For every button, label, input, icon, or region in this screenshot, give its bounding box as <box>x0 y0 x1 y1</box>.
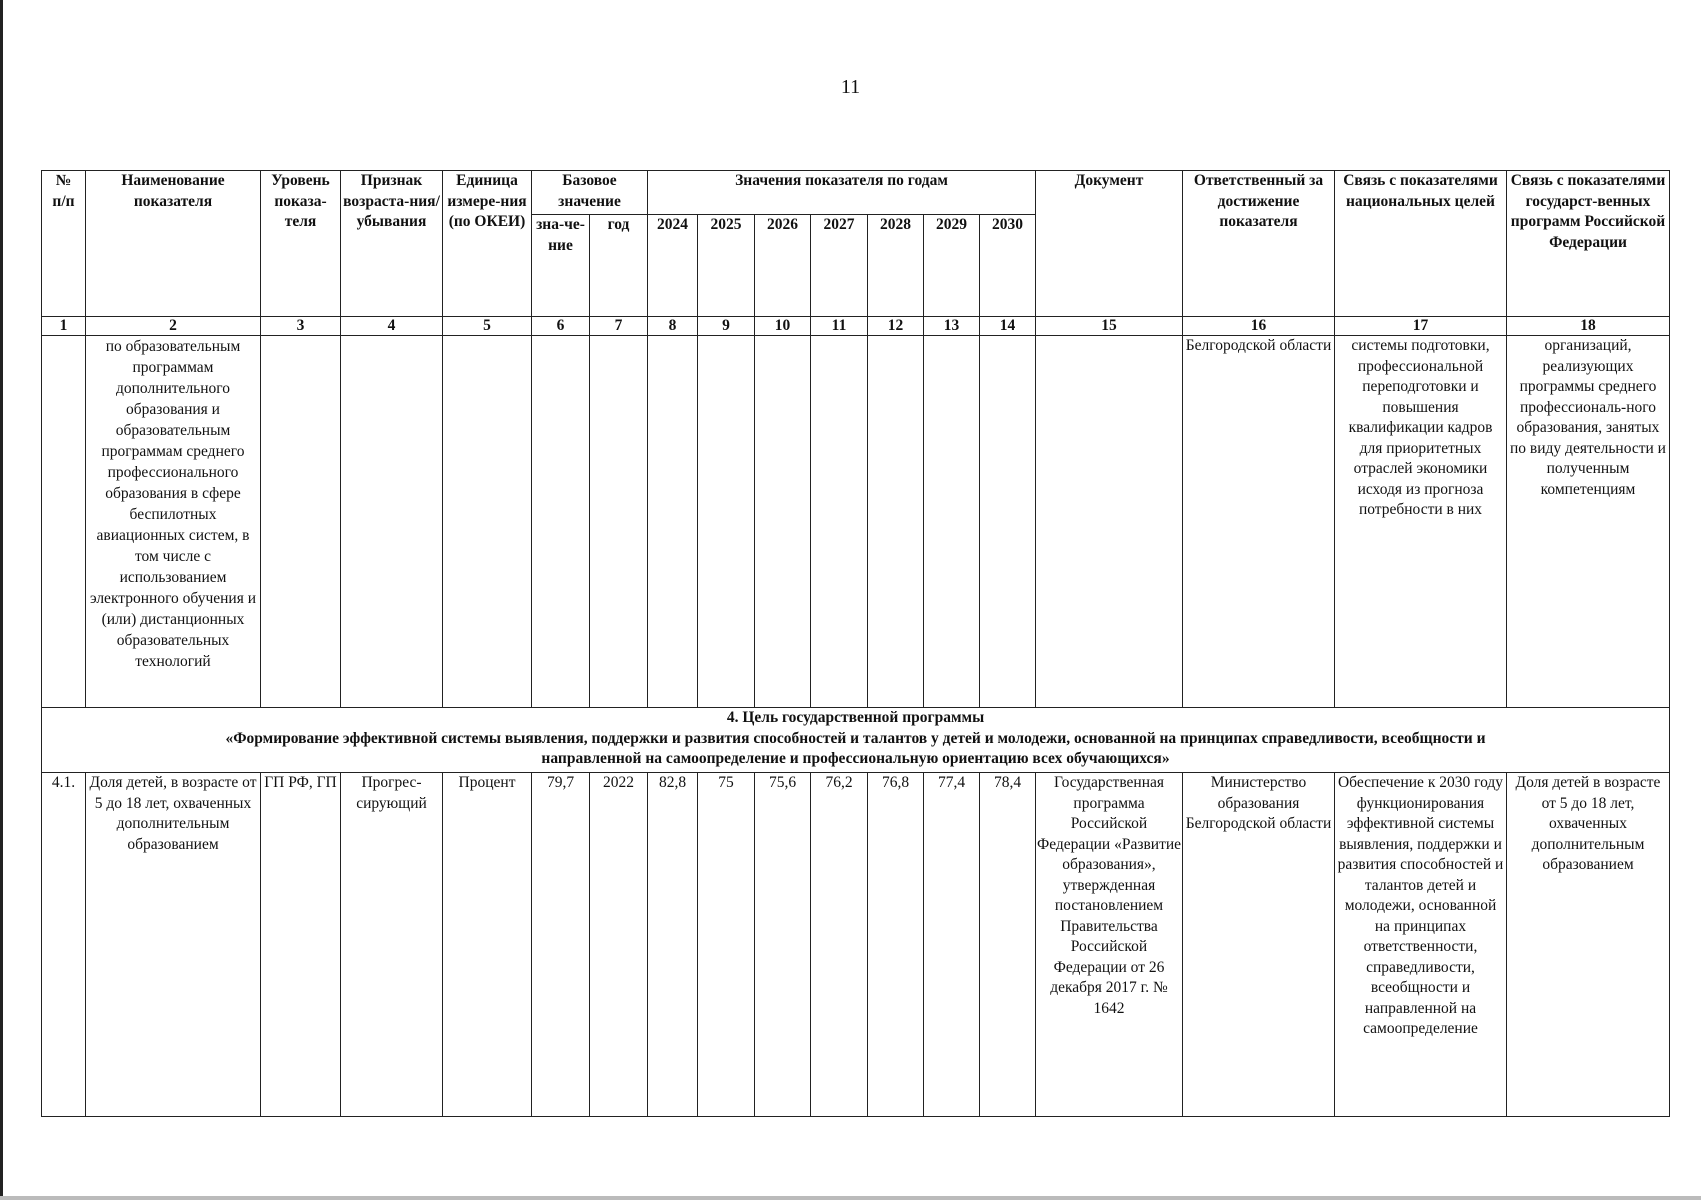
cell-value-2027: 76,2 <box>811 773 868 1117</box>
column-number: 13 <box>924 317 980 336</box>
cell-value-2029: 77,4 <box>924 773 980 1117</box>
column-number: 7 <box>590 317 648 336</box>
header-year: 2024 <box>648 215 698 317</box>
column-number: 4 <box>341 317 443 336</box>
cell-link-national: системы подготовки, профессиональной переподготовки и повышения квалификации кадров для приоритетных отраслей экономики исходя из прогноза потребности в них <box>1335 336 1507 708</box>
cell-base-year: 2022 <box>590 773 648 1117</box>
cell-value-2024: 82,8 <box>648 773 698 1117</box>
cell-empty <box>261 336 341 708</box>
cell-empty <box>868 336 924 708</box>
column-number: 1 <box>42 317 86 336</box>
column-number: 18 <box>1507 317 1670 336</box>
cell-sign: Прогрес-сирующий <box>341 773 443 1117</box>
header-values-by-year: Значения показателя по годам <box>648 171 1036 215</box>
column-number: 5 <box>443 317 532 336</box>
header-year: 2027 <box>811 215 868 317</box>
cell-empty <box>924 336 980 708</box>
header-base: Базовое значение <box>532 171 648 215</box>
column-number: 6 <box>532 317 590 336</box>
cell-empty <box>648 336 698 708</box>
cell-base-value: 79,7 <box>532 773 590 1117</box>
cell-value-2025: 75 <box>698 773 755 1117</box>
column-number: 3 <box>261 317 341 336</box>
cell-empty <box>341 336 443 708</box>
header-year: 2026 <box>755 215 811 317</box>
goal-cell <box>42 708 1670 773</box>
continuation-row <box>42 336 1670 708</box>
header-unit: Единица измере-ния (по ОКЕИ) <box>443 171 532 317</box>
cell-unit: Процент <box>443 773 532 1117</box>
column-numbers-row <box>42 317 1670 336</box>
cell-empty <box>811 336 868 708</box>
header-num: № п/п <box>42 171 86 317</box>
cell-empty <box>755 336 811 708</box>
cell-responsible: Белгородской области <box>1183 336 1335 708</box>
column-number: 2 <box>86 317 261 336</box>
cell-link-state: организаций, реализующих программы среднего профессиональ-ного образования, занятых по виду деятельности и полученным компетенциям <box>1507 336 1670 708</box>
column-number: 14 <box>980 317 1036 336</box>
goal-title: 4. Цель государственной программы <box>726 709 985 726</box>
column-number: 12 <box>868 317 924 336</box>
scan-bottom-edge <box>0 1196 1701 1200</box>
cell-empty <box>42 336 86 708</box>
cell-value-2028: 76,8 <box>868 773 924 1117</box>
cell-indicator-name: Доля детей, в возрасте от 5 до 18 лет, охваченных дополнительным образованием <box>86 773 261 1117</box>
header-sign: Признак возраста-ния/ убывания <box>341 171 443 317</box>
goal-row <box>42 708 1670 773</box>
cell-document: Государственная программа Российской Федерации «Развитие образования», утвержденная постановлением Правительства Российской Федерации от 26 декабря 2017 г. № 1642 <box>1036 773 1183 1117</box>
cell-value-2030: 78,4 <box>980 773 1036 1117</box>
header-name: Наименование показателя <box>86 171 261 317</box>
cell-level: ГП РФ, ГП <box>261 773 341 1117</box>
header-link-state: Связь с показателями государст-венных программ Российской Федерации <box>1507 171 1670 317</box>
cell-empty <box>532 336 590 708</box>
cell-empty <box>698 336 755 708</box>
column-number: 9 <box>698 317 755 336</box>
column-number: 8 <box>648 317 698 336</box>
cell-empty <box>590 336 648 708</box>
cell-empty <box>443 336 532 708</box>
header-responsible: Ответственный за достижение показателя <box>1183 171 1335 317</box>
cell-empty <box>1036 336 1183 708</box>
column-number: 16 <box>1183 317 1335 336</box>
indicators-table <box>41 170 1670 1117</box>
header-year: 2029 <box>924 215 980 317</box>
header-row <box>42 171 1670 215</box>
column-number: 17 <box>1335 317 1507 336</box>
header-year: 2025 <box>698 215 755 317</box>
cell-indicator-name: по образовательным программам дополнительного образования и образовательным программам среднего профессионального образования в сфере беспилотных авиационных систем, в том числе с использованием электронного обучения и (или) дистанционных образовательных технологий <box>86 336 261 708</box>
header-level: Уровень показа-теля <box>261 171 341 317</box>
goal-text: «Формирование эффективной системы выявления, поддержки и развития способностей и талантов у детей и молодежи, основанной на принципах справедливости, всеобщности и направленной на самоопределение и профессиональную ориентацию всех обучающихся» <box>225 729 1486 767</box>
scan-left-edge <box>0 0 3 1200</box>
cell-link-national: Обеспечение к 2030 году функционирования эффективной системы выявления, поддержки и развития способностей и талантов детей и молодежи, основанной на принципах ответственности, справедливости, всеобщности и направленной на самоопределение <box>1335 773 1507 1117</box>
cell-responsible: Министерство образования Белгородской области <box>1183 773 1335 1117</box>
page-number: 11 <box>840 76 861 98</box>
table-row <box>42 773 1670 1117</box>
header-base-value: зна-че-ние <box>532 215 590 317</box>
column-number: 10 <box>755 317 811 336</box>
cell-num: 4.1. <box>42 773 86 1117</box>
column-number: 15 <box>1036 317 1183 336</box>
header-year: 2030 <box>980 215 1036 317</box>
header-document: Документ <box>1036 171 1183 317</box>
column-number: 11 <box>811 317 868 336</box>
cell-value-2026: 75,6 <box>755 773 811 1117</box>
cell-link-state: Доля детей в возрасте от 5 до 18 лет, охваченных дополнительным образованием <box>1507 773 1670 1117</box>
header-year: 2028 <box>868 215 924 317</box>
cell-empty <box>980 336 1036 708</box>
header-base-year: год <box>590 215 648 317</box>
header-link-national: Связь с показателями национальных целей <box>1335 171 1507 317</box>
